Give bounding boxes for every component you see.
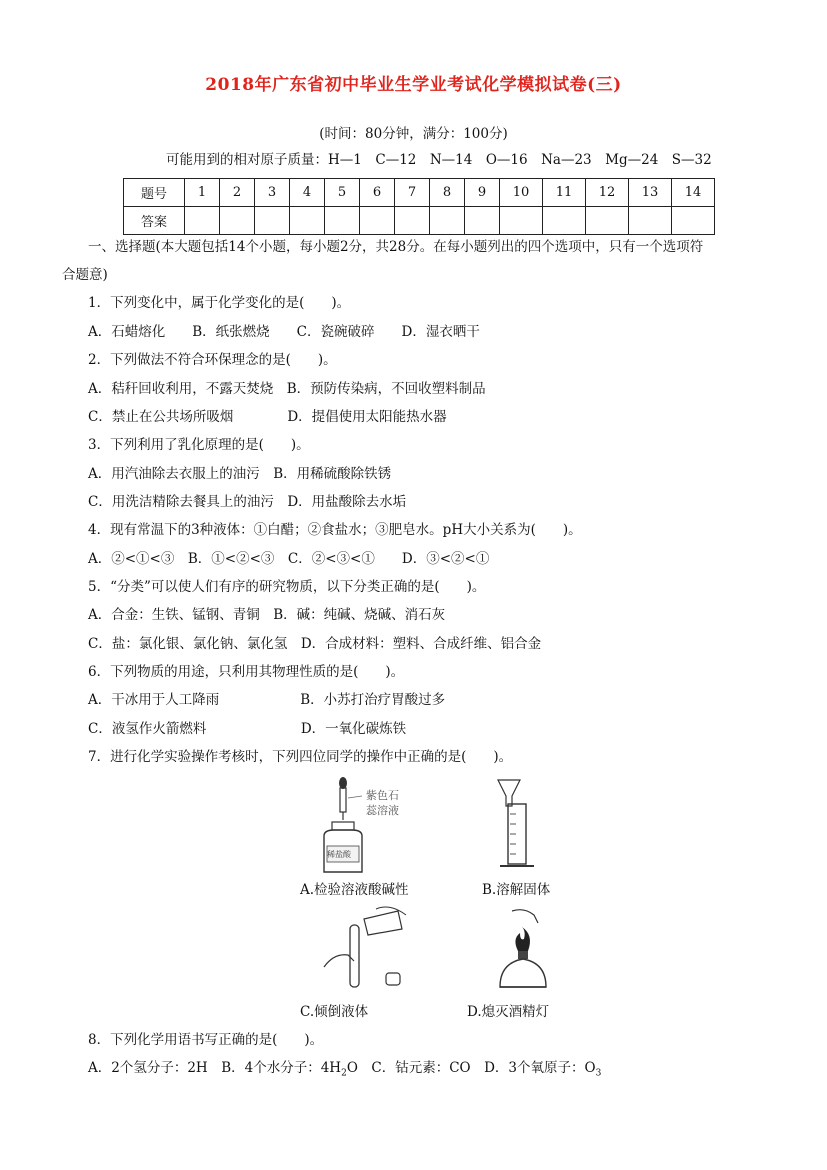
flame [515,927,530,951]
figure-c-caption: C.倾倒液体 [300,1004,369,1020]
q-number: 9 [465,179,500,207]
answer-cell[interactable] [500,207,543,235]
answer-cell[interactable] [629,207,672,235]
question-7-stem: 7．进行化学实验操作考核时，下列四位同学的操作中正确的是( )。 [88,749,513,765]
bottle-label: 稀盐酸 [327,850,351,859]
atomic-masses: 可能用到的相对原子质量：H—1 C—12 N—14 O—16 Na—23 Mg—24 S—32 [166,152,712,168]
question-1-stem: 1．下列变化中，属于化学变化的是( )。 [88,295,351,311]
answer-cell[interactable] [430,207,465,235]
figure-c-pouring [320,905,410,995]
answer-cell[interactable] [465,207,500,235]
question-2-options-ab: A．秸秆回收利用，不露天焚烧 B．预防传染病，不回收塑料制品 [88,381,486,397]
question-5-stem: 5．“分类”可以使人们有序的研究物质，以下分类正确的是( )。 [88,579,486,595]
section-heading-line2: 合题意) [62,267,108,283]
q-number: 12 [586,179,629,207]
question-3-options-ab: A．用汽油除去衣服上的油污 B．用稀硫酸除铁锈 [88,466,392,482]
question-8-options [88,1058,601,1084]
dropper-bulb [339,777,347,789]
answer-table [123,178,715,235]
figure-d-alcohol-lamp [490,905,560,995]
question-4-stem: 4．现有常温下的3种液体：①白醋；②食盐水；③肥皂水。pH大小关系为( )。 [88,522,582,538]
question-2-options-cd: C．禁止在公共场所吸烟 D．提倡使用太阳能热水器 [88,409,447,425]
q-number: 4 [290,179,325,207]
lamp-body [500,959,546,987]
q8-sub-3: 3 [595,1068,602,1079]
answer-cell[interactable] [185,207,220,235]
q-number: 8 [430,179,465,207]
dropper-label-2: 蕊溶液 [366,804,399,817]
test-tube [350,925,359,987]
face [512,910,538,923]
answer-label: 答案 [124,207,185,235]
exam-title: 2018年广东省初中毕业生学业考试化学模拟试卷(三) [205,75,622,95]
q-number: 14 [672,179,715,207]
question-1-options: A．石蜡熔化 B．纸张燃烧 C．瓷碗破碎 D．湿衣晒干 [88,324,480,340]
q-number: 6 [360,179,395,207]
answer-cell[interactable] [290,207,325,235]
dropper-tube [340,788,346,812]
dropper-label-1: 紫色石 [366,789,399,802]
answer-cell[interactable] [255,207,290,235]
answer-cell[interactable] [220,207,255,235]
question-3-options-cd: C．用洗洁精除去餐具上的油污 D．用盐酸除去水垢 [88,494,407,510]
figure-a-caption: A.检验溶液酸碱性 [300,882,409,898]
q-number: 10 [500,179,543,207]
q-number: 13 [629,179,672,207]
question-4-options: A．②<①<③ B．①<②<③ C．②<③<① D．③<②<① [88,551,490,567]
answer-cell[interactable] [543,207,586,235]
question-6-stem: 6．下列物质的用途，只利用其物理性质的是( )。 [88,664,405,680]
answer-cell[interactable] [395,207,430,235]
reagent-bottle-tilted [364,911,402,935]
answer-cell[interactable] [672,207,715,235]
q8-opt-part2: O C．钴元素：CO D．3个氧原子：O [346,1060,596,1076]
q-number: 1 [185,179,220,207]
answer-cell[interactable] [325,207,360,235]
question-2-stem: 2．下列做法不符合环保理念的是( )。 [88,352,337,368]
answer-cell[interactable] [586,207,629,235]
answer-table-answer-row [124,207,715,235]
funnel [498,780,520,806]
question-3-stem: 3．下列利用了乳化原理的是( )。 [88,437,310,453]
figure-d-caption: D.熄灭酒精灯 [467,1004,550,1020]
answer-table-header-row [124,179,715,207]
figure-b-cylinder [490,778,540,873]
answer-cell[interactable] [360,207,395,235]
question-6-options-ab: A．干冰用于人工降雨 B．小苏打治疗胃酸过多 [88,692,446,708]
question-6-options-cd: C．液氢作火箭燃料 D．一氧化碳炼铁 [88,721,407,737]
stopper [386,973,400,985]
q-number: 3 [255,179,290,207]
header-label: 题号 [124,179,185,207]
q-number: 11 [543,179,586,207]
figure-b-caption: B.溶解固体 [482,882,551,898]
q-number: 7 [395,179,430,207]
exam-info: (时间：80分钟，满分：100分) [319,126,508,142]
q8-opt-part1: A．2个氢分子：2H B．4个水分子：4H [88,1060,342,1076]
question-5-options-cd: C．盐：氯化银、氯化钠、氯化氢 D．合成材料：塑料、合成纤维、铝合金 [88,636,542,652]
section-heading-line1: 一、选择题(本大题包括14个小题，每小题2分，共28分。在每小题列出的四个选项中，只有一个选项符 [88,239,704,255]
question-5-options-ab: A．合金：生铁、锰钢、青铜 B．碱：纯碱、烧碱、消石灰 [88,607,446,623]
q-number: 5 [325,179,360,207]
q-number: 2 [220,179,255,207]
q8-sub-2: 2 [341,1068,347,1079]
question-8-stem: 8．下列化学用语书写正确的是( )。 [88,1032,324,1048]
